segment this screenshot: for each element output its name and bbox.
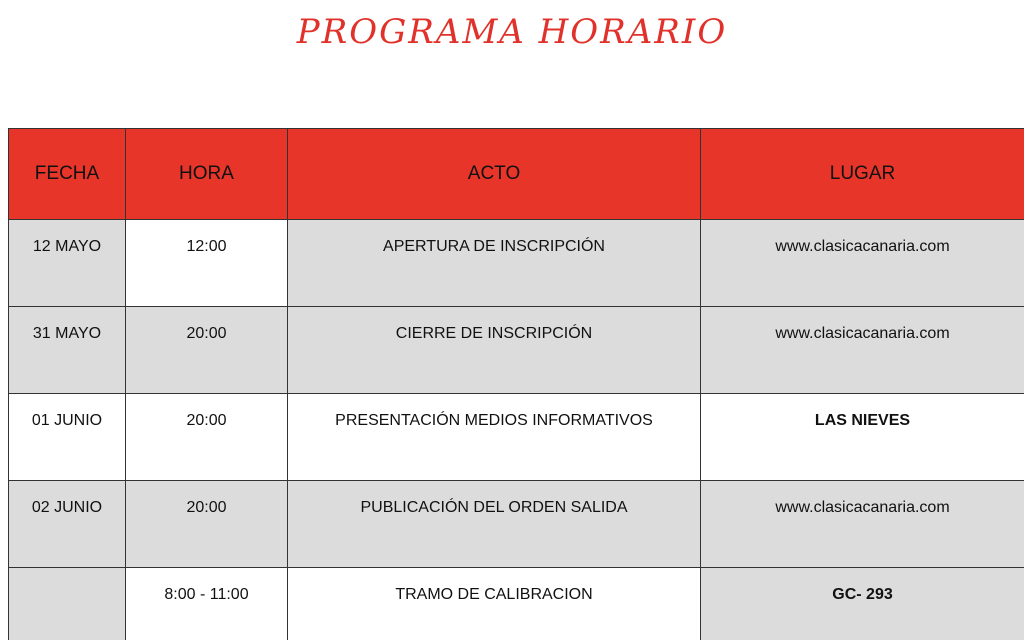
cell-lugar: LAS NIEVES [701, 394, 1024, 481]
column-header-acto: ACTO [288, 129, 701, 220]
cell-hora: 20:00 [126, 307, 288, 394]
table-row [9, 220, 1024, 307]
table-row [9, 307, 1024, 394]
cell-hora: 20:00 [126, 394, 288, 481]
cell-acto: CIERRE DE INSCRIPCIÓN [288, 307, 701, 394]
cell-lugar: www.clasicacanaria.com [701, 307, 1024, 394]
cell-hora: 20:00 [126, 481, 288, 568]
cell-lugar: www.clasicacanaria.com [701, 481, 1024, 568]
page-title: PROGRAMA HORARIO [296, 12, 728, 52]
table-row [9, 568, 1024, 640]
cell-fecha [9, 568, 126, 640]
table-row [9, 481, 1024, 568]
cell-fecha: 12 MAYO [9, 220, 126, 307]
cell-lugar: GC- 293 [701, 568, 1024, 640]
cell-acto: TRAMO DE CALIBRACION [288, 568, 701, 640]
cell-fecha: 02 JUNIO [9, 481, 126, 568]
cell-hora: 8:00 - 11:00 [126, 568, 288, 640]
cell-lugar: www.clasicacanaria.com [701, 220, 1024, 307]
schedule-table [8, 128, 1024, 640]
cell-fecha: 31 MAYO [9, 307, 126, 394]
column-header-hora: HORA [126, 129, 288, 220]
cell-acto: PRESENTACIÓN MEDIOS INFORMATIVOS [288, 394, 701, 481]
cell-acto: APERTURA DE INSCRIPCIÓN [288, 220, 701, 307]
column-header-fecha: FECHA [9, 129, 126, 220]
cell-fecha: 01 JUNIO [9, 394, 126, 481]
column-header-lugar: LUGAR [701, 129, 1024, 220]
table-header-row [9, 129, 1024, 220]
table-row [9, 394, 1024, 481]
cell-hora: 12:00 [126, 220, 288, 307]
cell-acto: PUBLICACIÓN DEL ORDEN SALIDA [288, 481, 701, 568]
